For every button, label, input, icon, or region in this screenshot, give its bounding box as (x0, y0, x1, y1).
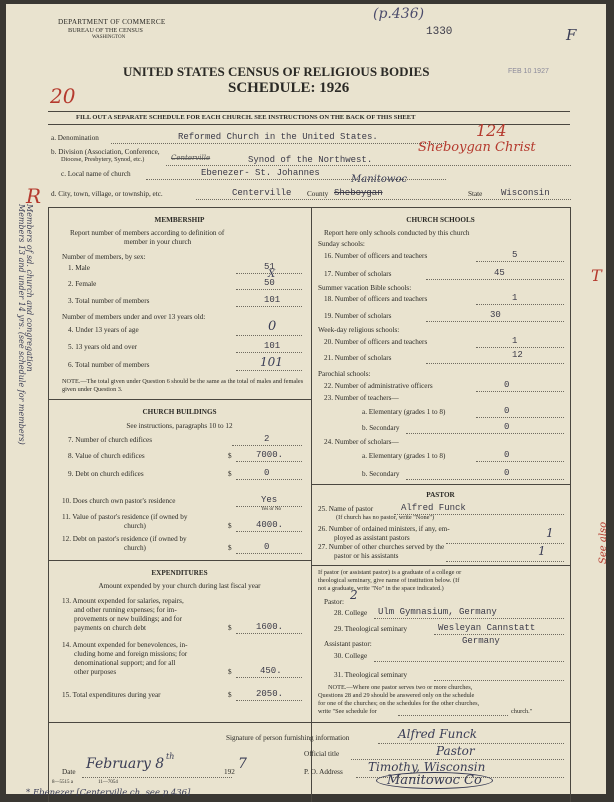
q23b-label: b. Secondary (362, 424, 400, 432)
washington-label: WASHINGTON (92, 35, 126, 40)
date-value: February 8 (86, 756, 165, 772)
assistant-pastor-label: Assistant pastor: (324, 640, 372, 648)
by-sex-label: Number of members, by sex: (62, 253, 146, 261)
county-handwritten: Manitowoc (351, 174, 408, 185)
q11-label: 11. Value of pastor's residence (if owned by (62, 513, 188, 521)
q1-label: 1. Male (68, 264, 90, 272)
graduate-note-2: theological seminary, give name of institution below. (If (318, 577, 460, 584)
buildings-sub: See instructions, paragraphs 10 to 12 (126, 422, 233, 430)
division-label-2: Diocese, Presbytery, Synod, etc.) (61, 156, 145, 163)
signature-value: Alfred Funck (398, 727, 478, 741)
graduate-note-1: If pastor (or assistant pastor) is a graduate of a college or (318, 569, 462, 576)
date-stamp: FEB 10 1927 (508, 68, 549, 75)
city-label: d. City, town, village, or township, etc. (51, 190, 163, 198)
right-margin-red-note: See also (598, 521, 609, 564)
check-mark: X (268, 269, 276, 280)
po-address-value: Timothy, Wisconsin (368, 760, 486, 774)
membership-sub-2: member in your church (124, 238, 192, 246)
q29-value-2: Germany (462, 636, 500, 646)
state-label: State (468, 190, 483, 198)
q28-label: 28. College (334, 609, 368, 617)
q21-value: 12 (512, 350, 523, 360)
summer-label: Summer vacation Bible schools: (318, 284, 412, 292)
q6-label: 6. Total number of members (68, 361, 150, 369)
city-value: Centerville (232, 188, 292, 198)
division-value: Synod of the Northwest. (248, 155, 373, 165)
year-prefix: 192 (224, 768, 235, 776)
q23-label: 23. Number of teachers— (324, 394, 399, 402)
q10-label: 10. Does church own pastor's residence (62, 497, 176, 505)
q25-value: Alfred Funck (401, 503, 466, 513)
q18-label: 18. Number of officers and teachers (324, 295, 428, 303)
year-value: 7 (238, 756, 247, 772)
q19-label: 19. Number of scholars (324, 312, 392, 320)
weekday-label: Week-day religious schools: (318, 326, 400, 334)
state-value: Wisconsin (501, 188, 550, 198)
county-label: County (307, 190, 329, 198)
q27-label: 27. Number of other churches served by the (318, 543, 445, 551)
file-number: 1330 (426, 26, 453, 38)
q24-label: 24. Number of scholars— (324, 438, 399, 446)
membership-note: NOTE.—The total given under Question 6 should be the same as the total of males and females given under Question 3. (62, 378, 304, 393)
red-code: 124 (476, 121, 507, 140)
q14-value: 450. (260, 666, 282, 676)
county-value: Sheboygan (334, 188, 383, 198)
q13-label-3: provements or new buildings; and for (74, 615, 182, 623)
left-margin-note-1: Members of sd. church and congregation (25, 204, 34, 372)
q15-value: 2050. (256, 689, 284, 699)
division-label: b. Division (Association, Conference, (51, 148, 160, 156)
denomination-label: a. Denomination (51, 134, 99, 142)
buildings-heading: CHURCH BUILDINGS (142, 408, 217, 416)
q7-label: 7. Number of church edifices (68, 436, 153, 444)
left-margin-note-2: Members 13 and under 14 yrs. (see schedule for members) (17, 204, 26, 445)
q21-label: 21. Number of scholars (324, 354, 392, 362)
q13-label-2: and other running expenses; for im- (74, 606, 177, 614)
pastor-number: 2 (350, 588, 358, 602)
q23b-value: 0 (504, 422, 510, 432)
signature-label: Signature of person furnishing information (226, 734, 350, 742)
bureau-label: BUREAU OF THE CENSUS (68, 27, 143, 34)
instruction-banner: FILL OUT A SEPARATE SCHEDULE FOR EACH CHURCH. SEE INSTRUCTIONS ON THE BACK OF THIS SHEET (76, 114, 416, 121)
q4-label: 4. Under 13 years of age (68, 326, 139, 334)
q27-value: 1 (538, 544, 546, 558)
q23a-value: 0 (504, 406, 510, 416)
corner-letter: F (566, 26, 577, 44)
red-church-name: Sheboygan Christ (418, 140, 536, 155)
schools-sub: Report here only schools conducted by this church (324, 229, 470, 237)
q5-label: 5. 13 years old and over (68, 343, 138, 351)
q3-value: 101 (264, 295, 281, 305)
q16-value: 5 (512, 250, 518, 260)
q29-value: Wesleyan Cannstatt (438, 623, 536, 633)
bottom-margin-note: * Ebenezer [Centerville ch. see p.436] (26, 788, 191, 798)
q24a-value: 0 (504, 450, 510, 460)
pastor-note-4: write "See schedule for (318, 708, 377, 715)
q25-hint: (If church has no pastor, write "None") (336, 514, 435, 521)
pastor-note-5: church." (511, 708, 533, 715)
q24b-value: 0 (504, 468, 510, 478)
q1-value: 51 (264, 262, 275, 272)
q22-value: 0 (504, 380, 510, 390)
page-reference-note: (p.436) (373, 6, 425, 22)
sunday-label: Sunday schools: (318, 240, 365, 248)
q19-value: 30 (490, 310, 501, 320)
q20-value: 1 (512, 336, 518, 346)
q12-label-2: church) (124, 544, 146, 552)
by-age-label: Number of members under and over 13 years old: (62, 313, 206, 321)
q26-label: 26. Number of ordained ministers, if any, em- (318, 525, 450, 533)
q24b-label: b. Secondary (362, 470, 400, 478)
q15-label: 15. Total expenditures during year (62, 691, 161, 699)
q29-label: 29. Theological seminary (334, 625, 408, 633)
church-name-value: Ebenezer- St. Johannes (201, 168, 320, 178)
q23a-label: a. Elementary (grades 1 to 8) (362, 408, 446, 416)
q11-label-2: church) (124, 522, 146, 530)
membership-heading: MEMBERSHIP (154, 216, 205, 224)
q22-label: 22. Number of administrative officers (324, 382, 433, 390)
form-number: 8—5515 a (52, 780, 73, 785)
q14-label: 14. Amount expended for benevolences, in- (62, 641, 188, 649)
pastor-sub-label: Pastor: (324, 598, 344, 606)
church-name-label: c. Local name of church (61, 170, 131, 178)
q14-label-3: denominational support; and for all (74, 659, 176, 667)
q8-value: 7000. (256, 450, 284, 460)
q8-label: 8. Value of church edifices (68, 452, 145, 460)
schools-heading: CHURCH SCHOOLS (406, 216, 475, 224)
left-margin-red-mark: R (26, 184, 42, 208)
q7-value: 2 (264, 434, 270, 444)
po-address-label: P. O. Address (304, 768, 343, 776)
q6-value: 101 (260, 355, 283, 369)
q12-label: 12. Debt on pastor's residence (if owned by (62, 535, 187, 543)
department-label: DEPARTMENT OF COMMERCE (58, 18, 166, 26)
q20-label: 20. Number of officers and teachers (324, 338, 428, 346)
parochial-label: Parochial schools: (318, 370, 371, 378)
pastor-heading: PASTOR (426, 491, 455, 499)
q17-value: 45 (494, 268, 505, 278)
red-number: 20 (50, 84, 76, 108)
q26-label-2: ployed as assistant pastors (334, 534, 410, 542)
q26-value: 1 (546, 526, 554, 540)
date-suffix: th (166, 752, 175, 761)
pastor-note-3: for one of the churches; on the schedules for the other churches, (318, 700, 480, 707)
schedule-year: SCHEDULE: 1926 (228, 80, 350, 96)
official-title-value: Pastor (436, 744, 475, 758)
pastor-note-2: Questions 28 and 29 should be answered only on the schedule (318, 692, 475, 699)
q31-label: 31. Theological seminary (334, 671, 408, 679)
q13-value: 1600. (256, 622, 284, 632)
form-title: UNITED STATES CENSUS OF RELIGIOUS BODIES (123, 64, 430, 79)
yes-no-hint: Yes or No (261, 507, 282, 512)
q13-label: 13. Amount expended for salaries, repairs, (62, 597, 184, 605)
census-schedule-sheet: DEPARTMENT OF COMMERCE BUREAU OF THE CENSUS WASHINGTON (p.436) 1330 F FEB 10 1927 20 UNITED STATES CENSUS OF RELIGIOUS BODIES SCHEDULE: 1926 FILL OUT A SEPARATE SCHEDULE FOR EACH CHURCH. SEE INSTRUCTIONS ON THE BACK OF THIS SHEET a. Denomination Reformed Church in the United States. 124 Sheboygan Christ b. Division (Association, Conference, Diocese, Presbytery, Synod, etc.) Centerville Synod of the Northwest. c. Local name of church Ebenezer- St. Johannes Manitowoc d. City, town, village, or township, etc. Centerville County Sheboygan State Wisconsin MEMBERSHIP Report number of members according to definition of member in your church Number of members, by sex: 1. Male 51 2. Female 50 3. Total number of members 101 Number of members under and over 13 years old: 4. Under 13 years of age 0 5. 13 years old and over 101 6. Total number of members 101 NOTE.—The total given under Question 6 should be the same as the total of males and females given under Question 3. CHURCH BUILDINGS See instructions, paragraphs 10 to 12 7. Number of church edifices 2 8. Value of church edifices $ 7000. 9. Debt on church edifices $ 0 10. Does church own pastor's residence Yes Yes or No 11. Value of pastor's residence (if owned by church) $ 4000. 12. Debt on pastor's residence (if owned by church) $ 0 EXPENDITURES Amount expended by your church during last fiscal year 13. Amount expended for salaries, repairs, and other running expenses; for im- provements or new buildings; and for payments on church debt $ 1600. 14. Amount expended for benevolences, in- cluding home and foreign missions; for denominational support; and for all other purposes $ 450. 15. Total expenditures during year $ 2050. CHURCH SCHOOLS Report here only schools conducted by this church Sunday schools: 16. Number of officers and teachers 5 17. Number of scholars 45 Summer vacation Bible schools: 18. Number of officers and teachers 1 19. Number of scholars 30 Week-day religious schools: 20. Number of officers and teachers 1 21. Number of scholars 12 Parochial schools: 22. Number of administrative officers 0 23. Number of teachers— a. Elementary (grades 1 to 8) 0 b. Secondary 0 24. Number of scholars— a. Elementary (grades 1 to 8) 0 b. Secondary 0 PASTOR 25. Name of pastor (If church has no pastor, write "None") Alfred Funck 26. Number of ordained ministers, if any, em- ployed as assistant pastors 1 27. Number of other churches served by the pastor or his assistants 1 If pastor (or assistant pastor) is a graduate of a college or theological seminary, give name of institution below. (If not a graduate, write "No" in the space indicated.) Pastor: 2 28. College Ulm Gymnasium, Germany 29. Theological seminary Wesleyan Cannstatt Germany Assistant pastor: 30. College 31. Theological seminary NOTE.—Where one pastor serves two or more churches, Questions 28 and 29 should be answered only on the schedule for one of the churches; on the schedules for the other churches, write "See schedule for church." Signature of person furnishing information Alfred Funck Official title Pastor Date February 8 th 192 7 P. O. Address Timothy, Wisconsin 8—5515 a 11—7054 Manitowoc Co R Members of sd. church and congregation Members 13 and under 14 yrs. (see schedule for members) T See also * Ebenezer [Centerville ch. see p.436] X (6, 4, 606, 794)
q3-label: 3. Total number of members (68, 297, 150, 305)
q28-value: Ulm Gymnasium, Germany (378, 607, 497, 617)
q2-label: 2. Female (68, 280, 97, 288)
official-title-label: Official title (304, 750, 340, 758)
form-number-2: 11—7054 (98, 780, 118, 785)
q14-label-4: other purposes (74, 668, 117, 676)
membership-sub-1: Report number of members according to definition of (70, 229, 225, 237)
q25-label: 25. Name of pastor (318, 505, 374, 513)
q12-value: 0 (264, 542, 270, 552)
q10-value: Yes (261, 495, 278, 505)
county-circle-note: Manitowoc Co (376, 772, 493, 789)
graduate-note-3: not a graduate, write "No" in the space indicated.) (318, 585, 444, 592)
q13-label-4: payments on church debt (74, 624, 147, 632)
right-margin-red-mark: T (591, 266, 602, 285)
q16-label: 16. Number of officers and teachers (324, 252, 428, 260)
q17-label: 17. Number of scholars (324, 270, 392, 278)
pastor-note-1: NOTE.—Where one pastor serves two or more churches, (328, 684, 473, 691)
q11-value: 4000. (256, 520, 284, 530)
q27-label-2: pastor or his assistants (334, 552, 399, 560)
q2-value: 50 (264, 278, 275, 288)
denomination-value: Reformed Church in the United States. (178, 132, 378, 142)
q5-value: 101 (264, 341, 281, 351)
q4-value: 0 (268, 319, 277, 334)
q9-value: 0 (264, 468, 270, 478)
q18-value: 1 (512, 293, 518, 303)
q30-label: 30. College (334, 652, 368, 660)
q9-label: 9. Debt on church edifices (68, 470, 144, 478)
date-label: Date (62, 768, 76, 776)
q14-label-2: cluding home and foreign missions; for (74, 650, 188, 658)
division-struck-note: Centerville (171, 154, 211, 162)
expenditures-sub: Amount expended by your church during last fiscal year (98, 582, 261, 590)
q24a-label: a. Elementary (grades 1 to 8) (362, 452, 446, 460)
expenditures-heading: EXPENDITURES (151, 569, 208, 577)
